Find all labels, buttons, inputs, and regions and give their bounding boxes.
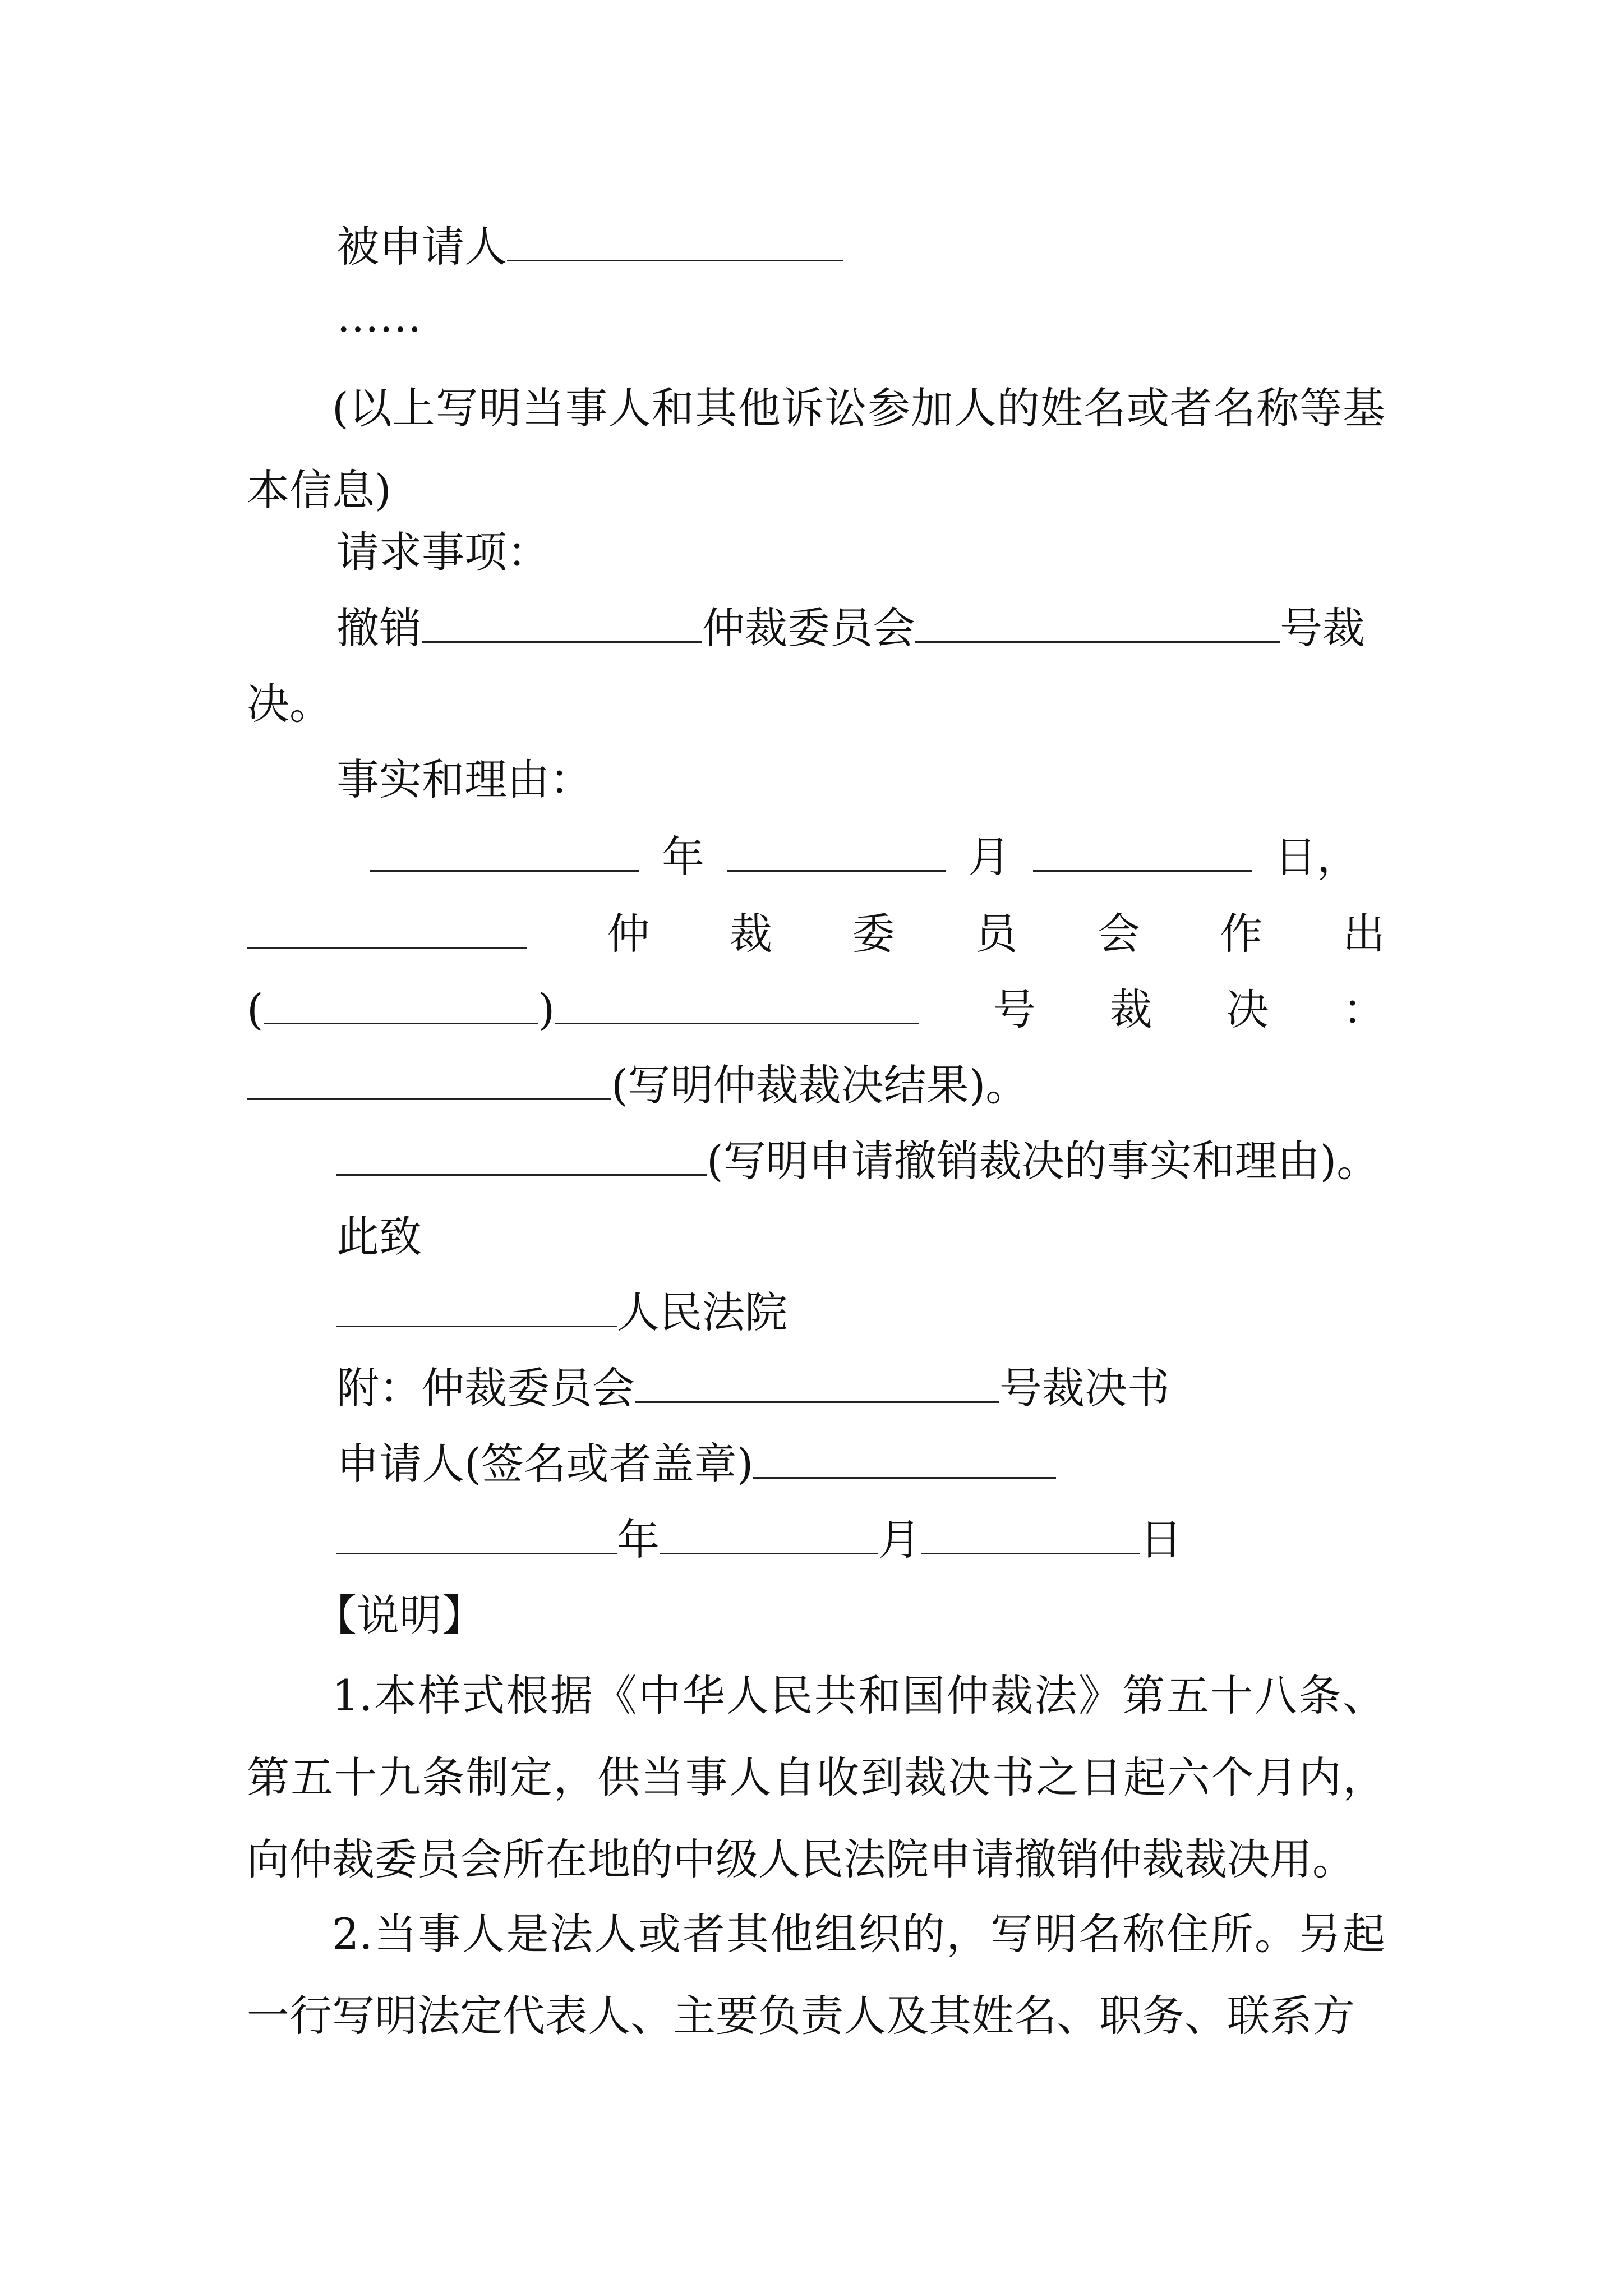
ellipsis: …… (336, 292, 422, 342)
made-char: 裁 (730, 909, 773, 959)
facts-month: 月 (968, 832, 1011, 882)
award-char: 号 (993, 984, 1036, 1034)
note-2: 2.当事人是法人或者其他组织的，写明名称住所。另起一行写明法定代表人、主要负责人及其姓名、职务、联系方 (247, 1909, 1385, 2041)
facts-month-blank[interactable] (727, 831, 946, 872)
sign-day-blank[interactable] (921, 1513, 1140, 1554)
applicant-sign-line (336, 1436, 1056, 1492)
sign-year: 年 (617, 1515, 660, 1565)
sign-month-blank[interactable] (660, 1513, 878, 1554)
made-char: 作 (1220, 909, 1263, 959)
facts-commission-blank[interactable] (247, 908, 527, 949)
claims-heading: 请求事项： (336, 527, 550, 577)
claim-line (336, 600, 1365, 656)
claim-award-no-blank[interactable] (915, 602, 1280, 643)
claim-award-no: 号裁 (1280, 603, 1365, 653)
sign-year-blank[interactable] (336, 1513, 617, 1554)
respondent-blank[interactable] (507, 220, 843, 261)
facts-result-note: (写明仲裁裁决结果)。 (611, 1060, 1029, 1110)
facts-case-year-blank[interactable] (264, 983, 538, 1024)
court-line (336, 1285, 787, 1341)
facts-year: 年 (662, 832, 704, 882)
facts-year-blank[interactable] (370, 831, 639, 872)
attachment-prefix: 附：仲裁委员会 (336, 1363, 635, 1413)
applicant-sign-blank[interactable] (753, 1438, 1056, 1479)
paren-open: ( (247, 984, 264, 1034)
made-char: 员 (975, 909, 1018, 959)
court-blank[interactable] (336, 1286, 617, 1327)
award-char: 裁 (1109, 984, 1152, 1034)
respondent-label: 被申请人 (336, 222, 507, 272)
applicant-sign-label: 申请人(签名或者盖章) (336, 1439, 754, 1489)
parties-note: (以上写明当事人和其他诉讼参加人的姓名或者名称等基本信息) (247, 383, 1385, 515)
facts-award-line (247, 982, 1385, 1038)
award-char: ： (1343, 984, 1385, 1034)
made-char: 会 (1097, 909, 1140, 959)
facts-made-line (247, 906, 1385, 962)
facts-award-no-blank[interactable] (555, 983, 919, 1024)
salutation: 此致 (336, 1212, 422, 1262)
claim-commission: 仲裁委员会 (702, 603, 915, 653)
note-1: 1.本样式根据《中华人民共和国仲裁法》第五十八条、第五十九条制定，供当事人自收到裁决书之日起六个月内，向仲裁委员会所在地的中级人民法院申请撤销仲裁裁决用。 (247, 1671, 1385, 1884)
made-char: 委 (852, 909, 895, 959)
court-label: 人民法院 (617, 1287, 787, 1337)
attachment-suffix: 号裁决书 (999, 1363, 1170, 1413)
award-char: 决 (1226, 984, 1269, 1034)
notes-heading: 【说明】 (314, 1590, 485, 1640)
claim-commission-blank[interactable] (422, 602, 702, 643)
facts-heading: 事实和理由： (336, 754, 592, 804)
sign-day: 日 (1140, 1515, 1182, 1565)
paren-close: ) (538, 984, 555, 1034)
facts-day: 日， (1274, 832, 1359, 882)
facts-result-line (247, 1057, 1028, 1114)
facts-reason-note: (写明申请撤销裁决的事实和理由)。 (707, 1136, 1380, 1186)
facts-reason-line (336, 1133, 1379, 1189)
attachment-line (336, 1360, 1170, 1416)
facts-date-line (370, 829, 1359, 885)
facts-day-blank[interactable] (1033, 831, 1252, 872)
made-char: 出 (1342, 909, 1385, 959)
respondent-line (336, 219, 843, 275)
claim-award-end: 决。 (247, 679, 332, 729)
sign-date-line (336, 1512, 1182, 1568)
made-char: 仲 (607, 909, 650, 959)
facts-result-blank[interactable] (247, 1059, 611, 1100)
attachment-blank[interactable] (635, 1362, 999, 1403)
sign-month: 月 (878, 1515, 921, 1565)
claim-revoke: 撤销 (336, 603, 422, 653)
facts-reason-blank[interactable] (336, 1135, 707, 1176)
